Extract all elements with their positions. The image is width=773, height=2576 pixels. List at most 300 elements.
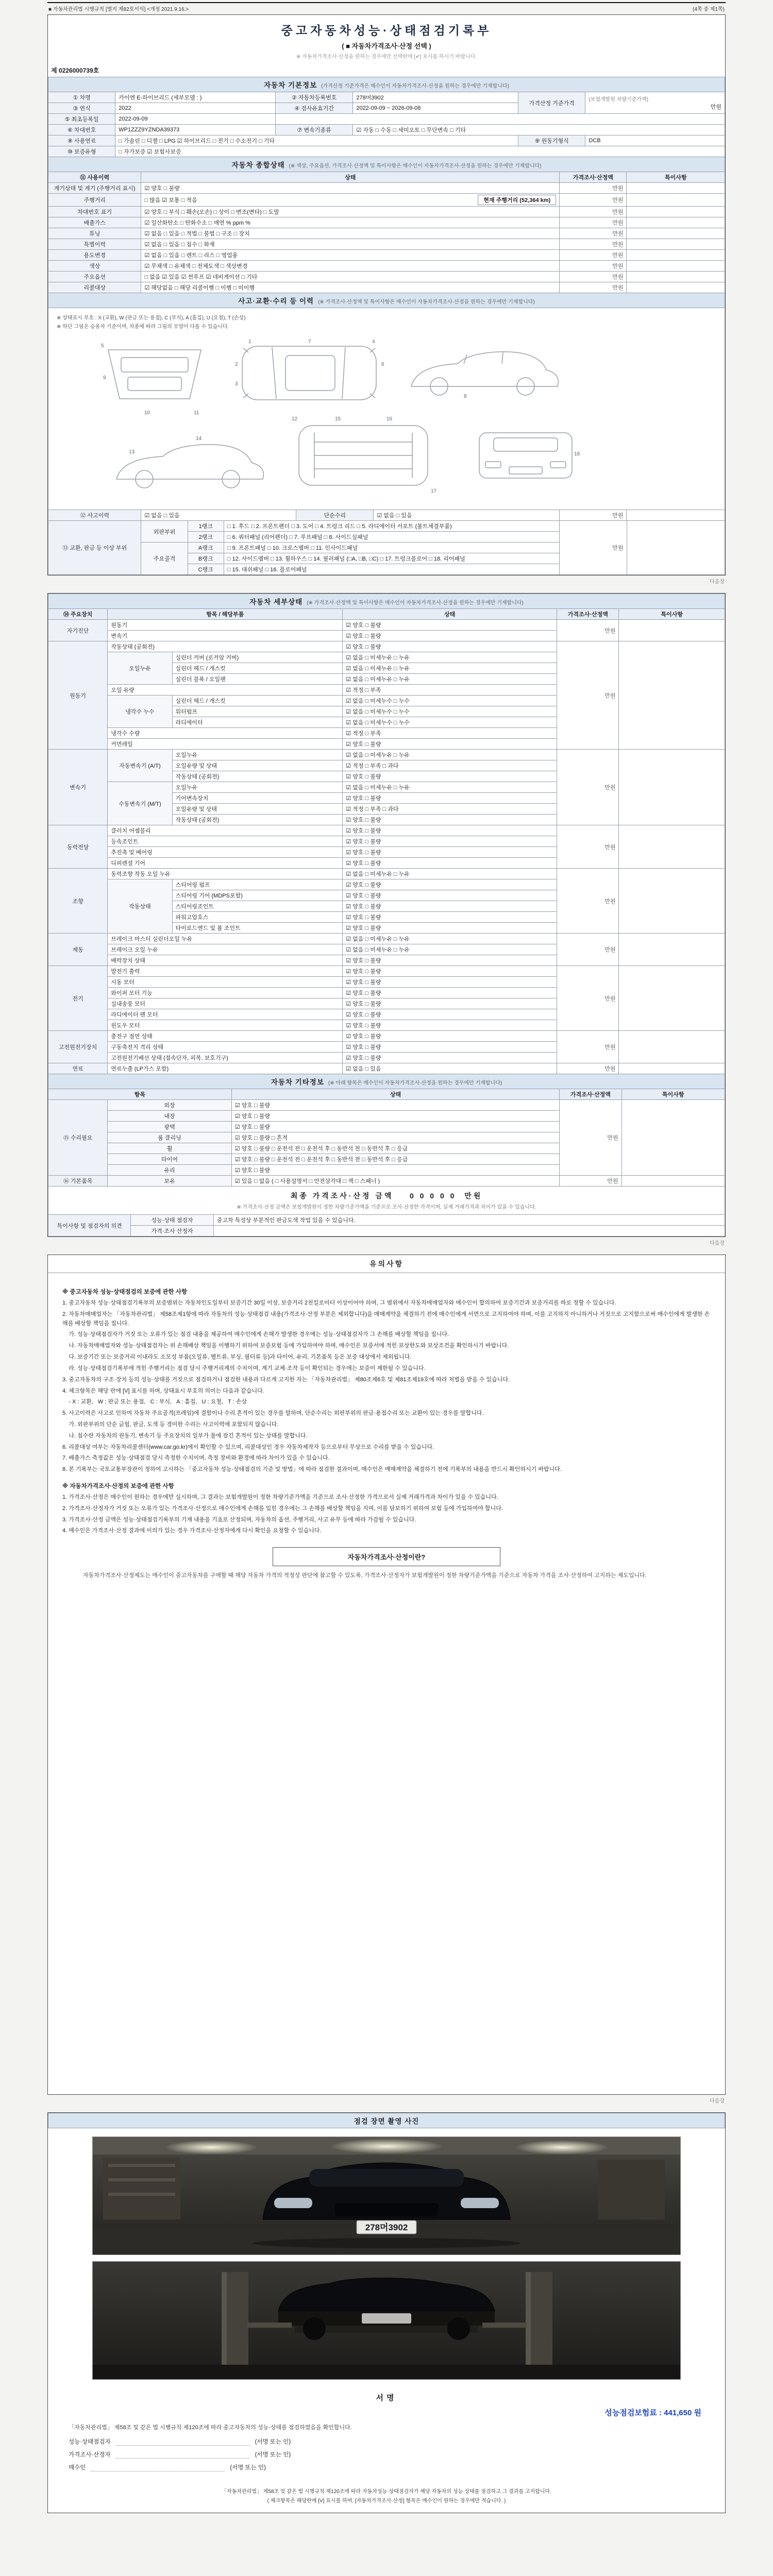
group-price: 만원 bbox=[557, 641, 619, 750]
col-item: 항목 / 해당부품 bbox=[108, 609, 343, 620]
basic-items-status: ☑ 있음 □ 없음 ( □ 사용설명서 □ 안전삼각대 □ 잭 □ 스패너 ) bbox=[231, 1176, 559, 1187]
item: 유리 bbox=[108, 1165, 232, 1176]
item: 실내송풍 모터 bbox=[108, 998, 343, 1009]
row-status: ☑ 일산화탄소 □ 탄화수소 □ 매연 % ppm % bbox=[141, 217, 560, 228]
col-item: 항목 bbox=[48, 1089, 232, 1100]
row-note bbox=[627, 282, 725, 293]
row-price: 만원 bbox=[560, 272, 627, 282]
item: 타이어 bbox=[108, 1154, 232, 1165]
notice-paragraph: 1. 중고자동차 성능·상태점검기록부의 보증범위는 자동차인도일부터 보증기간 30일 이상, 보증거리 2천킬로미터 이상이어야 하며, 그 범위에서 자동차매매업자와 매수인이 합의하여 보증기간과 보증거리를 따로 정할 수 있습니다. bbox=[62, 1300, 616, 1306]
row-note bbox=[627, 250, 725, 261]
group-powertrain: 동력전달 bbox=[48, 825, 108, 869]
col-history: ⑪ 사용이력 bbox=[48, 172, 141, 183]
row-price: 만원 bbox=[560, 217, 627, 228]
notice-paragraph: 5. 사고이력은 사고로 인하여 자동차 주요골격(프레임)에 결함이나 수리 흔적이 있는 경우를 말하며, 단순수리는 외판부위의 판금·용접수리 또는 교환이 있는 경우를 말합니다. bbox=[62, 1410, 484, 1417]
base-price-title: 가격산정 기준가격 bbox=[529, 100, 575, 107]
item: 광택 bbox=[108, 1122, 232, 1132]
svg-text:11: 11 bbox=[194, 410, 199, 416]
status: ☑ 양호 □ 불량 bbox=[343, 847, 557, 858]
rankA-label: A랭크 bbox=[188, 543, 224, 553]
inspection-photo-lift bbox=[92, 2261, 681, 2380]
item: 커먼레일 bbox=[108, 739, 343, 750]
next-page-label: 다음장 bbox=[710, 579, 725, 585]
row-label: 계기상태 및 계기 (주행거리 표시) bbox=[48, 183, 141, 194]
vin-value: WP1ZZZ9YZNDA39373 bbox=[115, 125, 276, 135]
status: ☑ 양호 □ 불량 □ 운전석 전 □ 운전석 후 □ 동반석 전 □ 동반석 후 □ 응급 bbox=[231, 1143, 559, 1154]
item: 클러치 어셈블리 bbox=[108, 825, 343, 836]
rank2-label: 2랭크 bbox=[188, 532, 224, 543]
group-price: 만원 bbox=[557, 1063, 619, 1074]
basic-items-price: 만원 bbox=[560, 1176, 621, 1187]
item: 브레이크 마스터 실린더오일 누유 bbox=[108, 934, 343, 944]
comprehensive-table bbox=[48, 157, 725, 293]
form-rule-right: (4쪽 중 제1쪽) bbox=[693, 7, 725, 12]
row-label: 주요옵션 bbox=[48, 272, 141, 282]
status: ☑ 양호 □ 불량 bbox=[343, 923, 557, 934]
group-note bbox=[619, 966, 725, 1031]
group-highvoltage: 고전원전기장치 bbox=[48, 1031, 108, 1063]
col-note: 특이사항 bbox=[619, 609, 725, 620]
notice-heading-1: ※ 중고자동차 성능·상태점검의 보증에 관한 사항 bbox=[62, 1289, 188, 1295]
status: ☑ 양호 □ 불량 □ 운전석 전 □ 운전석 후 □ 동반석 전 □ 동반석 후 □ 응급 bbox=[231, 1154, 559, 1165]
svg-text:12: 12 bbox=[292, 416, 298, 422]
row-label: 용도변경 bbox=[48, 250, 141, 261]
item: 파워고압호스 bbox=[172, 912, 343, 923]
item: 브레이크 오일 누유 bbox=[108, 944, 343, 955]
svg-text:14: 14 bbox=[196, 436, 202, 442]
col-status: 상태 bbox=[141, 172, 560, 183]
warranty-value: □ 자가보증 ☑ 보험사보증 bbox=[115, 146, 725, 157]
premium-label: 성능점검보험료 : bbox=[604, 2409, 662, 2417]
accident-section-header bbox=[48, 293, 725, 308]
inspector-label: 성능·상태 점검자 bbox=[131, 1215, 213, 1226]
item: 실린더 블록 / 오일팬 bbox=[172, 674, 343, 685]
col-status: 상태 bbox=[231, 1089, 559, 1100]
group-note bbox=[619, 934, 725, 966]
inspection-premium bbox=[69, 2407, 701, 2418]
notice-paragraph: 2. 자동차매매업자는 「자동차관리법」 제58조제1항에 따라 자동차의 성능·상태점검 내용(가격조사·산정 부분은 제외합니다)을 매매계약을 체결하기 전에 매수인에게 서면으로 고지하여야 하며, 이를 고지하지 아니하거나 거짓으로 고지함으로써 매수인에게 발생한 손해를 배상할 책임을 집니다. bbox=[62, 1311, 710, 1327]
group-note bbox=[619, 1031, 725, 1063]
inspection-value: 2022-09-09 ~ 2026-09-08 bbox=[353, 103, 518, 114]
svg-text:4: 4 bbox=[372, 339, 375, 345]
price-survey-definition-box: 자동차가격조사·산정이란? bbox=[273, 1547, 500, 1566]
item: 외장 bbox=[108, 1100, 232, 1111]
svg-text:18: 18 bbox=[574, 451, 580, 457]
status: ☑ 양호 □ 불량 bbox=[343, 879, 557, 890]
appraiser-opinion bbox=[213, 1226, 725, 1236]
svg-text:13: 13 bbox=[129, 449, 135, 455]
row-note bbox=[627, 261, 725, 272]
first-reg-value: 2022-09-09 bbox=[115, 114, 276, 125]
fuel-value: □ 가솔린 □ 디젤 □ LPG ☑ 하이브리드 □ 전기 □ 수소전기 □ 기타 bbox=[115, 135, 518, 146]
notice-paragraph: 가. 외판부위의 단순 긁힘, 판금, 도색 등 경미한 수리는 사고이력에 포함되지 않습니다. bbox=[62, 1421, 279, 1428]
inspector-opinion: 중고차 특성상 부분적인 판금도색 작업 있을 수 있습니다. bbox=[213, 1215, 725, 1226]
notice-paragraph: 나. 자동차매매업자와 성능·상태점검자는 위 손해배상 책임을 이행하기 위하여 보증보험 등에 가입하여야 하며, 매수인은 보증서에 적힌 보상한도와 보상조건을 확인하시기 바랍니다. bbox=[62, 1343, 509, 1349]
other-section-header bbox=[48, 1074, 725, 1089]
status: ☑ 없음 □ 미세누수 □ 누수 bbox=[343, 706, 557, 717]
item: 연료누출 (LP가스 포함) bbox=[108, 1063, 343, 1074]
status: ☑ 양호 □ 불량 bbox=[231, 1165, 559, 1176]
item: 워터펌프 bbox=[172, 706, 343, 717]
svg-text:1: 1 bbox=[248, 339, 251, 345]
row-status: ☑ 양호 □ 부식 □ 훼손(오손) □ 상이 □ 변조(변타) □ 도말 bbox=[141, 207, 560, 217]
final-price-cell bbox=[48, 1187, 725, 1215]
row-label: 리콜대상 bbox=[48, 282, 141, 293]
rank1-items: □ 1. 후드 □ 2. 프론트펜더 □ 3. 도어 □ 4. 트렁크 리드 □ 5. 라디에이터 서포트 (볼트체결부품) bbox=[224, 521, 559, 532]
subgroup-mt: 수동변속기 (M/T) bbox=[108, 782, 172, 825]
svg-text:2: 2 bbox=[235, 362, 238, 367]
signature-title: 서명 bbox=[376, 2394, 397, 2402]
col-price: 가격조사·산정액 bbox=[557, 609, 619, 620]
signature-role-line bbox=[69, 2437, 704, 2446]
group-note bbox=[619, 825, 725, 869]
status: ☑ 적정 □ 부족 bbox=[343, 685, 557, 696]
row-status: ☑ 해당없음 □ 해당 리콜이행 □ 이행 □ 미이행 bbox=[141, 282, 560, 293]
item: 변속기 bbox=[108, 631, 343, 641]
item: 고전원전기배선 상태 (접속단자, 피복, 보호기구) bbox=[108, 1053, 343, 1063]
notice-paragraph: 3. 가격조사·산정 금액은 성능·상태점검기록부의 기재 내용을 기초로 산정되며, 자동차의 옵션, 주행거리, 사고 유무 등에 따라 가감될 수 있습니다. bbox=[62, 1516, 416, 1523]
row-price: 만원 bbox=[560, 239, 627, 250]
exchange-label: ⑬ 교환, 판금 등 이상 부위 bbox=[48, 521, 141, 575]
status: ☑ 양호 □ 불량 bbox=[343, 912, 557, 923]
item: 충전구 절연 상태 bbox=[108, 1031, 343, 1042]
group-engine: 원동기 bbox=[48, 641, 108, 750]
group-price: 만원 bbox=[557, 825, 619, 869]
exchange-note bbox=[627, 521, 725, 575]
item: 동력조향 작동 오일 누유 bbox=[108, 869, 343, 879]
other-info-table bbox=[48, 1074, 725, 1187]
accident-title: 사고·교환·수리 등 이력 bbox=[238, 297, 314, 305]
final-price-label: 최종 가격조사·산정 금액 bbox=[290, 1192, 394, 1200]
basic-items-row: 보유 bbox=[108, 1176, 232, 1187]
status: ☑ 없음 □ 미세누유 □ 누유 bbox=[343, 782, 557, 793]
next-page-label: 다음장 bbox=[710, 1241, 725, 1246]
status: ☑ 없음 □ 미세누유 □ 누유 bbox=[343, 869, 557, 879]
status: ☑ 없음 □ 미세누수 □ 누수 bbox=[343, 717, 557, 728]
row-label: 차대번호 표기 bbox=[48, 207, 141, 217]
status: ☑ 양호 □ 불량 bbox=[343, 966, 557, 977]
basic-title: 자동차 기본정보 bbox=[264, 81, 317, 89]
item: 실린더 커버 (로커암 커버) bbox=[172, 652, 343, 663]
inspection-label: ④ 검사유효기간 bbox=[276, 103, 353, 114]
price-survey-note: ※ 자동차가격조사·산정을 원하는 경우에만 선택란에 [✔] 표시를 하시기 바랍니다. bbox=[296, 54, 477, 60]
item: 작동상태 (공회전) bbox=[108, 641, 343, 652]
status: ☑ 양호 □ 불량 bbox=[343, 858, 557, 869]
status: ☑ 없음 □ 있음 bbox=[343, 1063, 557, 1074]
status: ☑ 양호 □ 불량 bbox=[343, 1053, 557, 1063]
status: ☑ 양호 □ 불량 bbox=[343, 1042, 557, 1053]
notice-paragraph: 4. 매수인은 가격조사·산정 결과에 이의가 있는 경우 가격조사·산정자에게 다시 확인을 요청할 수 있습니다. bbox=[62, 1528, 322, 1534]
status: ☑ 양호 □ 불량 bbox=[343, 1020, 557, 1031]
item: 추진축 및 베어링 bbox=[108, 847, 343, 858]
damage-diagram-cell bbox=[48, 308, 725, 510]
exchange-table bbox=[48, 520, 725, 575]
license-plate-text: 278머3902 bbox=[365, 2223, 408, 2232]
basic-note: (가격산정 기준가격은 매수인이 자동차가격조사·산정을 원하는 경우에만 기재합니다) bbox=[321, 83, 509, 89]
first-reg-spacer bbox=[276, 114, 725, 125]
next-page-label: 다음장 bbox=[710, 2098, 725, 2104]
group-note bbox=[621, 1100, 725, 1176]
premium-value: 441,650 원 bbox=[664, 2409, 701, 2417]
signature-section bbox=[48, 2385, 725, 2481]
photos-title: 점검 장면 촬영 사진 bbox=[354, 2117, 419, 2125]
subgroup-coolant-leak: 냉각수 누수 bbox=[108, 696, 172, 728]
group-electric: 전기 bbox=[48, 966, 108, 1031]
group-transmission: 변속기 bbox=[48, 750, 108, 825]
status: ☑ 양호 □ 불량 bbox=[343, 955, 557, 966]
subgroup-operation: 작동상태 bbox=[108, 879, 172, 934]
row-status: ☑ 없음 □ 있음 □ 침수 □ 화재 bbox=[141, 239, 560, 250]
detail-title: 자동차 세부상태 bbox=[249, 598, 303, 606]
item: 라디에이터 팬 모터 bbox=[108, 1009, 343, 1020]
basic-items-label: ⑯ 기본품목 bbox=[48, 1176, 108, 1187]
seal-note: (서명 또는 인) bbox=[230, 2465, 266, 2471]
signature-role-line bbox=[69, 2450, 704, 2459]
rankB-items: □ 12. 사이드멤버 □ 13. 휠하우스 □ 14. 필러패널 (□A, □B, □C) □ 17. 트렁크플로어 □ 18. 리어패널 bbox=[224, 553, 559, 564]
group-note bbox=[619, 750, 725, 825]
item: 룸 클리닝 bbox=[108, 1132, 232, 1143]
group-fuel: 연료 bbox=[48, 1063, 108, 1074]
notice-paragraph: 나. 침수란 자동차의 원동기, 변속기 등 주요장치의 일부가 물에 잠긴 흔적이 있는 상태를 말합니다. bbox=[62, 1432, 308, 1439]
subgroup-oil-leak: 오일누유 bbox=[108, 652, 172, 685]
row-note bbox=[627, 217, 725, 228]
car-name-label: ① 차명 bbox=[48, 92, 115, 103]
status: ☑ 적정 □ 부족 bbox=[343, 728, 557, 739]
notice-title: 유의사항 bbox=[48, 1255, 725, 1273]
row-status: ☑ 양호 □ 불량 bbox=[141, 183, 560, 194]
status: ☑ 양호 □ 불량 bbox=[343, 815, 557, 825]
rank2-items: □ 6. 쿼터패널 (리어펜더) □ 7. 루프패널 □ 8. 사이드실패널 bbox=[224, 532, 559, 543]
item: 구동축전지 격리 상태 bbox=[108, 1042, 343, 1053]
price-survey-definition-text: 자동차가격조사·산정제도는 매수인이 중고자동차를 구매할 때 해당 자동차 가격의 적정성 판단에 참고할 수 있도록, 가격조사·산정자가 보험개발원이 정한 차량기준가액을 기준으로 자동차 가격을 조사·산정하여 고지하는 제도입니다. bbox=[83, 1572, 647, 1579]
group-price: 만원 bbox=[560, 1100, 621, 1176]
row-label: 튜닝 bbox=[48, 228, 141, 239]
group-note bbox=[619, 641, 725, 750]
damage-diagram bbox=[67, 332, 706, 502]
final-price-unit: 만원 bbox=[464, 1192, 483, 1200]
notice-paragraph: 4. 체크항목은 해당 란에 [V] 표시를 하며, 상태표시 부호의 의미는 다음과 같습니다. bbox=[62, 1387, 264, 1394]
current-mileage: 현재 주행거리 (52,364 km) bbox=[478, 195, 556, 205]
notice-paragraph: 2. 가격조사·산정자가 거짓 또는 오류가 있는 가격조사·산정으로 매수인에게 손해를 입힌 경우에는 그 손해를 배상할 책임을 지며, 이를 담보하기 위하여 보험 등에 가입하여야 합니다. bbox=[62, 1505, 503, 1512]
status: ☑ 양호 □ 불량 bbox=[343, 631, 557, 641]
transmission-label: ⑦ 변속기종류 bbox=[276, 125, 353, 135]
row-note bbox=[627, 207, 725, 217]
reg-no-value: 278머3902 bbox=[353, 92, 518, 103]
notice-paragraph: 가. 성능·상태점검자가 거짓 또는 오류가 있는 점검 내용을 제공하여 매수인에게 손해가 발생한 경우에는 성능·상태점검자가 그 손해를 배상할 책임을 집니다. bbox=[62, 1331, 449, 1338]
item: 원동기 bbox=[108, 620, 343, 631]
item: 실린더 헤드 / 개스킷 bbox=[172, 696, 343, 706]
row-status: □ 없음 ☑ 있음 ☑ 썬루프 ☑ 네비게이션 □ 기타 bbox=[141, 272, 560, 282]
status: ☑ 양호 □ 불량 bbox=[343, 890, 557, 901]
comprehensive-section-header bbox=[48, 157, 725, 172]
panel-notice bbox=[47, 1255, 726, 2095]
status: ☑ 양호 □ 불량 □ 흔적 bbox=[231, 1132, 559, 1143]
svg-text:5: 5 bbox=[101, 343, 104, 349]
rankA-items: □ 9. 프론트패널 □ 10. 크로스멤버 □ 11. 인사이드패널 bbox=[224, 543, 559, 553]
group-note bbox=[619, 869, 725, 934]
status: ☑ 양호 □ 불량 bbox=[343, 836, 557, 847]
mileage-status: □ 많음 ☑ 보통 □ 적음 bbox=[144, 197, 197, 204]
status: ☑ 양호 □ 불량 bbox=[343, 620, 557, 631]
row-price: 만원 bbox=[560, 183, 627, 194]
item: 스티어링 기어 (MDPS포함) bbox=[172, 890, 343, 901]
simple-repair-label: 단순수리 bbox=[296, 510, 374, 521]
svg-text:17: 17 bbox=[431, 488, 437, 494]
row-status: ☑ 없음 □ 있음 □ 적법 □ 불법 □ 구조 □ 장치 bbox=[141, 228, 560, 239]
status: ☑ 없음 □ 미세누유 □ 누유 bbox=[343, 674, 557, 685]
item: 오일유량 및 상태 bbox=[172, 804, 343, 815]
group-steering: 조향 bbox=[48, 869, 108, 934]
col-note: 특이사항 bbox=[621, 1089, 725, 1100]
item: 라디에이터 bbox=[172, 717, 343, 728]
status: ☑ 없음 □ 미세누유 □ 누유 bbox=[343, 934, 557, 944]
exchange-price: 만원 bbox=[560, 521, 627, 575]
notice-paragraph: 1. 가격조사·산정은 매수인이 원하는 경우에만 실시하며, 그 결과는 보험개발원이 정한 차량기준가액을 기준으로 조사·산정한 가격으로서 실제 거래가격과 차이가 있을 수 있습니다. bbox=[62, 1494, 498, 1500]
accident-note: (※ 가격조사·산정액 및 특이사항은 매수인이 자동차가격조사·산정을 원하는 경우에만 기재합니다) bbox=[318, 299, 535, 305]
status: ☑ 양호 □ 불량 bbox=[231, 1100, 559, 1111]
item: 작동상태 (공회전) bbox=[172, 815, 343, 825]
status: ☑ 양호 □ 불량 bbox=[343, 771, 557, 782]
row-note bbox=[627, 194, 725, 207]
status: ☑ 적정 □ 부족 □ 과다 bbox=[343, 760, 557, 771]
simple-repair-status: ☑ 없음 □ 있음 bbox=[374, 510, 560, 521]
notice-paragraph: 7. 배출가스 측정값은 성능·상태점검 당시 측정한 수치이며, 측정 장비와 환경에 따라 차이가 있을 수 있습니다. bbox=[62, 1455, 330, 1462]
item: 스티어링조인트 bbox=[172, 901, 343, 912]
first-reg-label: ⑤ 최초등록일 bbox=[48, 114, 115, 125]
status: ☑ 없음 □ 미세누유 □ 누유 bbox=[343, 652, 557, 663]
status: ☑ 양호 □ 불량 bbox=[343, 998, 557, 1009]
row-price: 만원 bbox=[560, 207, 627, 217]
svg-text:15: 15 bbox=[335, 416, 341, 422]
item: 타이로드엔드 및 볼 조인트 bbox=[172, 923, 343, 934]
status: ☑ 양호 □ 불량 bbox=[343, 793, 557, 804]
item: 발전기 출력 bbox=[108, 966, 343, 977]
year-label: ③ 연식 bbox=[48, 103, 115, 114]
panel-main-info bbox=[47, 14, 726, 575]
status: ☑ 적정 □ 부족 □ 과다 bbox=[343, 804, 557, 815]
item: 내장 bbox=[108, 1111, 232, 1122]
status: ☑ 없음 □ 미세누수 □ 누수 bbox=[343, 696, 557, 706]
opinion-table bbox=[48, 1214, 725, 1236]
group-price: 만원 bbox=[557, 934, 619, 966]
opinion-label: 특이사항 및 점검자의 의견 bbox=[48, 1215, 131, 1236]
confirm-statement: 「자동차관리법」 제58조 및 같은 법 시행규칙 제120조에 따라 중고자동차의 성능·상태를 점검하였음을 확인합니다. bbox=[69, 2425, 352, 2431]
other-title: 자동차 기타정보 bbox=[271, 1078, 324, 1086]
row-status: ☑ 없음 □ 있음 □ 렌트 □ 리스 □ 영업용 bbox=[141, 250, 560, 261]
footer-line-1: 「자동차관리법」 제58조 및 같은 법 시행규칙 제120조에 따라 자동차성능·상태점검자가 해당 자동차의 성능·상태를 점검하고 그 결과를 고지합니다. bbox=[222, 2489, 551, 2495]
reg-no-label: ② 자동차등록번호 bbox=[276, 92, 353, 103]
detail-note: (※ 가격조사·산정액 및 특이사항은 매수인이 자동차가격조사·산정을 원하는 경우에만 기재합니다) bbox=[307, 600, 524, 606]
row-status: ☑ 무채색 □ 유채색 □ 전체도색 □ 색상변경 bbox=[141, 261, 560, 272]
form-rule-note bbox=[47, 2, 726, 14]
item: 오일 유량 bbox=[108, 685, 343, 696]
item: 윈도우 모터 bbox=[108, 1020, 343, 1031]
accident-note-cell bbox=[627, 510, 725, 521]
svg-text:9: 9 bbox=[103, 375, 106, 381]
repair-needed-label: ⑮ 수리필요 bbox=[48, 1100, 108, 1176]
seal-note: (서명 또는 인) bbox=[255, 2439, 291, 2445]
footer-line-2: ( 체크항목은 해당란에 [V] 표시를 하며, [자동차가격조사·산정] 항목은 매수인이 원하는 경우에만 적습니다. ) bbox=[267, 2498, 506, 2504]
group-selfdiag: 자기진단 bbox=[48, 620, 108, 641]
row-status bbox=[141, 194, 560, 207]
status: ☑ 양호 □ 불량 bbox=[343, 825, 557, 836]
engine-type-value: DCB bbox=[585, 135, 725, 146]
notice-paragraph: 3. 중고자동차의 구조·장치 등의 성능·상태를 거짓으로 점검하거나 점검한 내용과 다르게 고지한 자는 「자동차관리법」 제80조제6호 및 제81조제19호에 따라 처벌을 받을 수 있습니다. bbox=[62, 1376, 510, 1383]
comprehensive-note: (※ 색상, 주요옵션, 가격조사·산정액 및 특이사항은 매수인이 자동차가격조사·산정을 원하는 경우에만 기재합니다) bbox=[289, 163, 542, 169]
svg-text:16: 16 bbox=[386, 416, 393, 422]
row-note bbox=[627, 239, 725, 250]
signature-role-line bbox=[69, 2463, 704, 2471]
row-label: 주행거리 bbox=[48, 194, 141, 207]
role-name: 매수인 bbox=[69, 2465, 86, 2471]
role-name: 가격조사·산정자 bbox=[69, 2452, 111, 2458]
row-label: 특별이력 bbox=[48, 239, 141, 250]
car-name-value: 카이엔 E-하이브리드 (세부모델 : ) bbox=[115, 92, 276, 103]
status: ☑ 없음 □ 미세누유 □ 누유 bbox=[343, 944, 557, 955]
group-price: 만원 bbox=[557, 966, 619, 1031]
status: ☑ 없음 □ 미세누유 □ 누유 bbox=[343, 750, 557, 760]
group-price: 만원 bbox=[557, 1031, 619, 1063]
notice-paragraph: 라. 성능·상태점검기록부에 적힌 주행거리는 점검 당시 주행거리계의 수치이며, 계기 교체·조작 등이 확인되는 경우에는 보증이 제한될 수 있습니다. bbox=[62, 1365, 426, 1371]
row-note bbox=[627, 272, 725, 282]
group-price: 만원 bbox=[557, 620, 619, 641]
row-label: 배출가스 bbox=[48, 217, 141, 228]
panel-detail-state bbox=[47, 593, 726, 1237]
status: ☑ 양호 □ 불량 bbox=[343, 641, 557, 652]
status: ☑ 없음 □ 미세누유 □ 누유 bbox=[343, 663, 557, 674]
row-price: 만원 bbox=[560, 194, 627, 207]
item: 오일유량 및 상태 bbox=[172, 760, 343, 771]
rankC-label: C랭크 bbox=[188, 564, 224, 575]
group-note bbox=[619, 1063, 725, 1074]
item: 오일누유 bbox=[172, 782, 343, 793]
status: ☑ 양호 □ 불량 bbox=[343, 988, 557, 998]
svg-text:10: 10 bbox=[144, 410, 150, 416]
diagram-note: ※ 하단 그림은 승용차 기준이며, 차종에 따라 그림의 모양이 다를 수 있습니다. bbox=[57, 324, 229, 330]
notice-paragraph: 6. 리콜대상 여부는 자동차리콜센터(www.car.go.kr)에서 확인할 수 있으며, 리콜대상인 경우 자동차제작자 등으로부터 무상으로 수리를 받을 수 있습니다. bbox=[62, 1444, 434, 1450]
item: 오일누유 bbox=[172, 750, 343, 760]
outer-panel-label: 외판부위 bbox=[141, 521, 188, 543]
warranty-label: ⑩ 보증유형 bbox=[48, 146, 115, 157]
row-label: 색상 bbox=[48, 261, 141, 272]
final-price-note: ※ 가격조사·산정 금액은 보험개발원이 정한 차량기준가액을 기준으로 조사·산정한 가격이며, 실제 거래가격과 차이가 있을 수 있습니다. bbox=[237, 1205, 536, 1210]
transmission-value: ☑ 자동 □ 수동 □ 세미오토 □ 무단변속 □ 기타 bbox=[353, 125, 725, 135]
detail-section-header bbox=[48, 594, 725, 609]
fuel-label: ⑧ 사용연료 bbox=[48, 135, 115, 146]
status: ☑ 양호 □ 불량 bbox=[343, 901, 557, 912]
item: 배력장치 상태 bbox=[108, 955, 343, 966]
basic-items-note bbox=[621, 1176, 725, 1187]
basic-info-table bbox=[48, 77, 725, 157]
accident-history-status: ☑ 없음 □ 있음 bbox=[141, 510, 296, 521]
group-brake: 제동 bbox=[48, 934, 108, 966]
document-sheet bbox=[47, 0, 726, 2513]
item: 스티어링 펌프 bbox=[172, 879, 343, 890]
accident-table bbox=[48, 293, 725, 521]
base-price-note: (보험개발원 차량기준가액) bbox=[589, 97, 649, 103]
photos-header-table bbox=[48, 2113, 725, 2128]
row-note bbox=[627, 183, 725, 194]
item: 시동 모터 bbox=[108, 977, 343, 988]
item: 디퍼렌셜 기어 bbox=[108, 858, 343, 869]
row-price: 만원 bbox=[560, 282, 627, 293]
item: 기어변속장치 bbox=[172, 793, 343, 804]
signature-blank bbox=[116, 2451, 250, 2459]
subgroup-at: 자동변속기 (A/T) bbox=[108, 750, 172, 782]
svg-text:8: 8 bbox=[464, 394, 467, 399]
svg-text:3: 3 bbox=[235, 381, 238, 387]
year-value: 2022 bbox=[115, 103, 276, 114]
